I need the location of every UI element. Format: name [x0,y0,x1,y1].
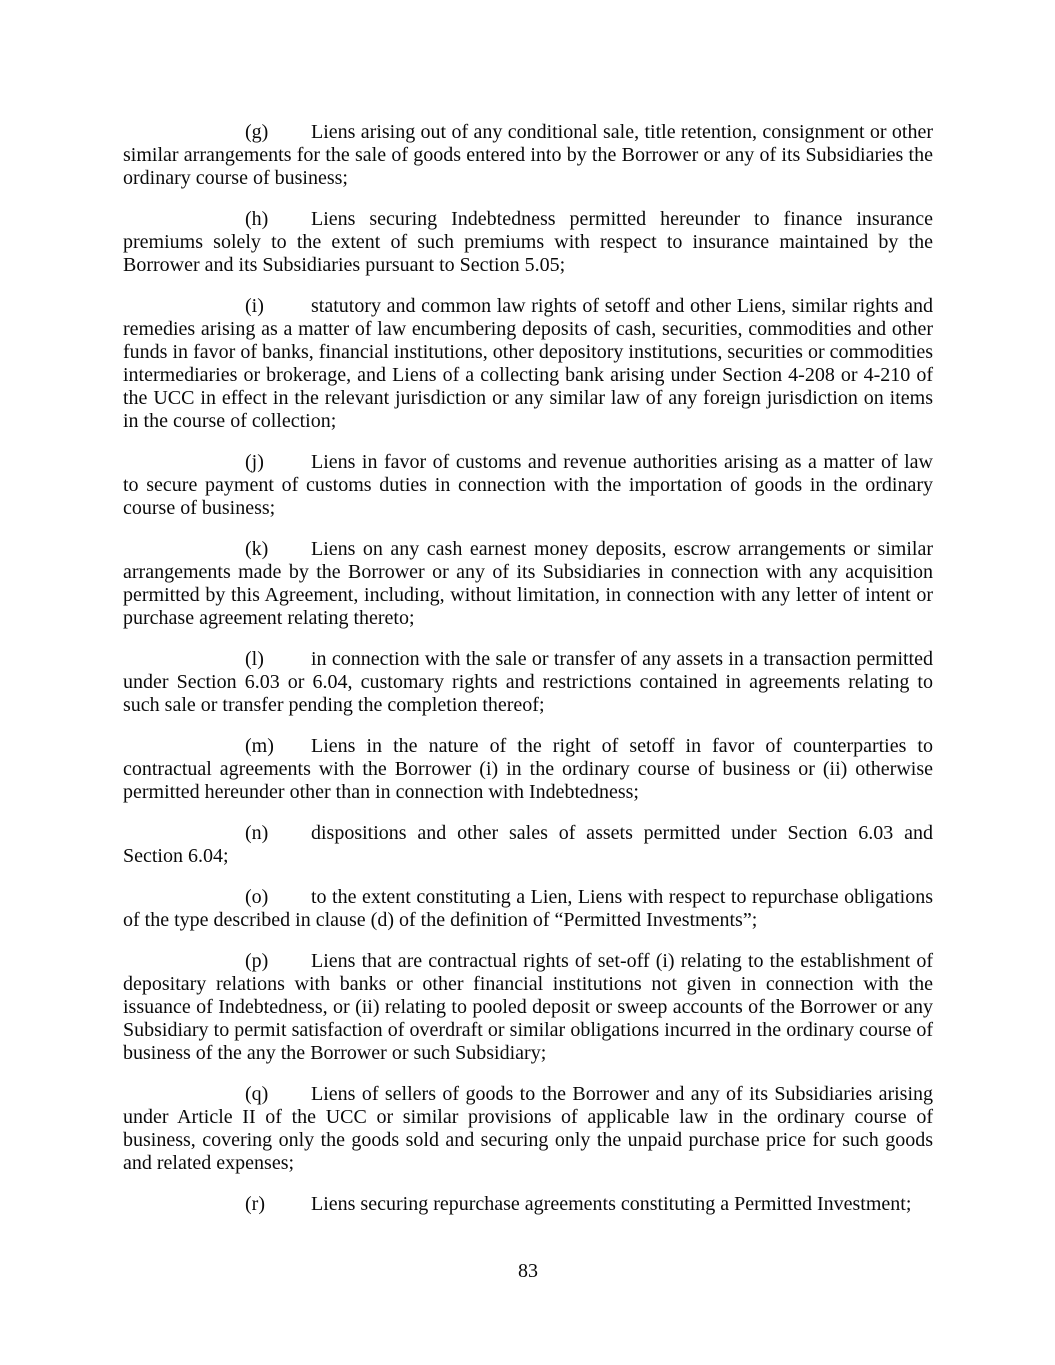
document-body [123,121,933,1234]
clause-g [123,121,933,190]
clause-text: Liens of sellers of goods to the Borrower and any of its Subsidiaries arising under Article II of the UCC or similar provisions of applicable law in the ordinary course of business, covering only the goods sold and securing only the unpaid purchase price for such goods and related expenses; [123,1083,933,1174]
clause-text: in connection with the sale or transfer of any assets in a transaction permitted under Section 6.03 or 6.04, customary rights and restrictions contained in agreements relating to such sale or transfer pending the completion thereof; [123,648,933,716]
clause-label: (r) [245,1193,265,1215]
clause-text: Liens on any cash earnest money deposits, escrow arrangements or similar arrangements made by the Borrower or any of its Subsidiaries in connection with any acquisition permitted by this Agreement, including, without limitation, in connection with any letter of intent or purchase agreement relating thereto; [123,538,933,629]
clause-n [123,822,933,868]
clause-label: (i) [245,295,264,317]
page-number: 83 [518,1260,538,1282]
clause-label: (g) [245,121,269,143]
clause-text: Liens securing Indebtedness permitted hereunder to finance insurance premiums solely to the extent of such premiums with respect to insurance maintained by the Borrower and its Subsidiaries pursuant to Section 5.05; [123,208,933,276]
clause-r [123,1193,933,1216]
clause-label: (o) [245,886,269,908]
clause-text: Liens in the nature of the right of setoff in favor of counterparties to contractual agreements with the Borrower (i) in the ordinary course of business or (ii) otherwise permitted hereunder other than in connection with Indebtedness; [123,735,933,803]
clause-q [123,1083,933,1175]
clause-label: (h) [245,208,269,230]
clause-label: (l) [245,648,264,670]
clause-text: Liens securing repurchase agreements constituting a Permitted Investment; [311,1193,912,1215]
clause-text: Liens in favor of customs and revenue authorities arising as a matter of law to secure payment of customs duties in connection with the importation of goods in the ordinary course of business; [123,451,933,519]
clause-m [123,735,933,804]
clause-o [123,886,933,932]
clause-text: dispositions and other sales of assets permitted under Section 6.03 and Section 6.04; [123,822,933,867]
clause-h [123,208,933,277]
clause-text: statutory and common law rights of setoff and other Liens, similar rights and remedies arising as a matter of law encumbering deposits of cash, securities, commodities and other funds in favor of banks, financial institutions, other depository institutions, securities or commodities intermediaries or brokerage, and Liens of a collecting bank arising under Section 4-208 or 4-210 of the UCC in effect in the relevant jurisdiction or any similar law of any foreign jurisdiction on items in the course of collection; [123,295,933,432]
clause-text: Liens that are contractual rights of set-off (i) relating to the establishment of depositary relations with banks or other financial institutions not given in connection with the issuance of Indebtedness, or (ii) relating to pooled deposit or sweep accounts of the Borrower or any Subsidiary to permit satisfaction of overdraft or similar obligations incurred in the ordinary course of business of the any the Borrower or such Subsidiary; [123,950,933,1064]
clause-label: (k) [245,538,269,560]
clause-j [123,451,933,520]
clause-label: (q) [245,1083,269,1105]
clause-k [123,538,933,630]
clause-text: Liens arising out of any conditional sale, title retention, consignment or other similar arrangements for the sale of goods entered into by the Borrower or any of its Subsidiaries the ordinary course of business; [123,121,933,189]
clause-l [123,648,933,717]
clause-text: to the extent constituting a Lien, Liens with respect to repurchase obligations of the type described in clause (d) of the definition of “Permitted Investments”; [123,886,933,931]
clause-label: (m) [245,735,274,757]
clause-i [123,295,933,433]
clause-label: (j) [245,451,264,473]
clause-label: (n) [245,822,269,844]
clause-p [123,950,933,1065]
clause-label: (p) [245,950,269,972]
